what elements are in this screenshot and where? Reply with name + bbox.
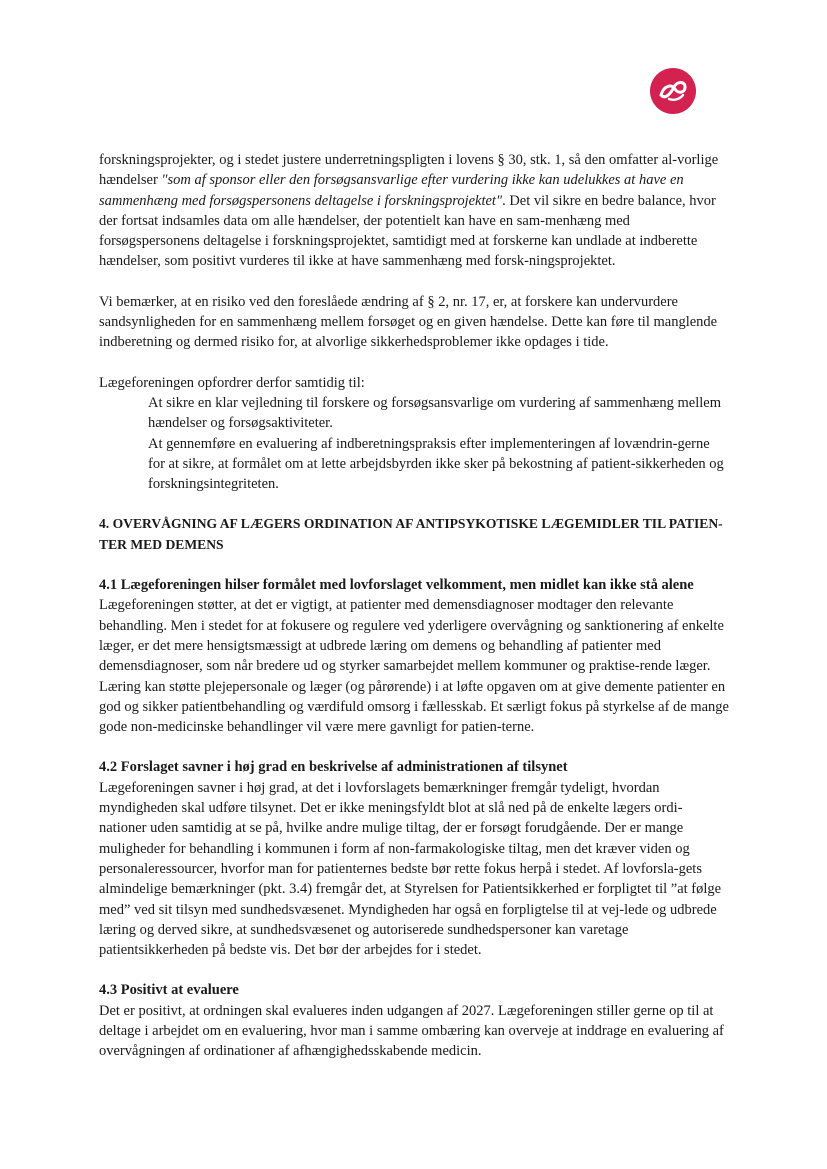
paragraph-text: . Det vil sikre en bedre balance, hvor der fortsat indsamles data om alle hændelser, der potentielt kan have en sam-menhæng med forsøgspersonens deltagelse i forskningsprojektet, samtidigt med at forskerne kan undlade at indberette hændelser, som positivt vurderes til ikke at have sammenhæng med forsk-ningsprojektet. xyxy=(99,192,716,270)
document-body xyxy=(99,150,729,1062)
subsection-body: Lægeforeningen savner i høj grad, at det i lovforslagets bemærkninger fremgår tydeligt, hvordan myndigheden skal udføre tilsynet. Det er ikke meningsfyldt blot at slå ned på de enkelte lægers ordi-nationer uden samtidig at se på, hvilke andre mulige tiltag, der er forsøgt forudgående. Der er mange muligheder for behandling i kommunen i form af non-farmakologiske tiltag, men det kræver viden og personaleressourcer, hvorfor man for patienternes bedste bør rette fokus herpå i stedet. Af lovforsla-gets almindelige bemærkninger (pkt. 3.4) fremgår det, at Styrelsen for Patientsikkerhed er forpligtet til ”at følge med” ved sit tilsyn med sundhedsvæsenet. Myndigheden har også en forpligtelse til at vej-lede og udbrede læring og derved sikre, at sundhedsvæsenet og autoriserede sundhedspersoner kan varetage patientsikkerheden på bedste vis. Det bør der arbejdes for i stedet. xyxy=(99,779,722,959)
subsection-heading: 4.2 Forslaget savner i høj grad en beskrivelse af administrationen af tilsynet xyxy=(99,759,568,776)
section-heading: 4. OVERVÅGNING AF LÆGERS ORDINATION AF ANTIPSYKOTISKE LÆGEMIDLER TIL PATIEN-TER MED DEMENS xyxy=(99,516,723,552)
quoted-text: "som af sponsor eller den forsøgsansvarlige efter vurdering ikke kan udelukkes at have en sammenhæng med forsøgspersonens deltagelse i forskningsprojektet" xyxy=(99,172,684,209)
subsection-body: Lægeforeningen støtter, at det er vigtigt, at patienter med demensdiagnoser modtager den relevante behandling. Men i stedet for at fokusere og regulere ved yderligere overvågning og sanktionering af enkelte læger, er det mere hensigtsmæssigt at udbrede læring om demens og behandling af patienter med demensdiagnoser, som når bredere ud og styrker samarbejdet mellem kommuner og praktise-rende læger. Læring kan støtte plejepersonale og læger (og pårørende) i at løfte opgaven om at give demente patienter en god og sikker patientbehandling og værdifuld omsorg i fællesskab. Et særligt fokus på styrkelse af de mange gode non-medicinske behandlinger vil være mere gavnligt for patien-terne. xyxy=(99,597,729,736)
subsection-body: Det er positivt, at ordningen skal evalueres inden udgangen af 2027. Lægeforeningen stiller gerne op til at deltage i arbejdet om en evaluering, hvor man i samme ombæring kan overveje at inddrage en evaluering af overvågningen af ordinationer af afhængighedsskabende medicin. xyxy=(99,1002,724,1060)
recommendation-item: At gennemføre en evaluering af indberetningspraksis efter implementeringen af lovændrin-gerne for at sikre, at formålet om at lette arbejdsbyrden ikke sker på bekostning af patient-sikkerheden og forskningsintegriteten. xyxy=(148,435,724,493)
paragraph-text: forskningsprojekter, og i stedet justere underretningspligten i lovens § 30, stk. 1, så den omfatter al-vorlige hændelser xyxy=(99,152,719,189)
subsection-heading: 4.3 Positivt at evaluere xyxy=(99,982,239,999)
subsection-heading: 4.1 Lægeforeningen hilser formålet med lovforslaget velkomment, men midlet kan ikke stå alene xyxy=(99,577,694,594)
laegeforeningen-logo-icon xyxy=(650,68,696,114)
paragraph-risk-note: Vi bemærker, at en risiko ved den foreslåede ændring af § 2, nr. 17, er, at forskere kan undervurdere sandsynligheden for en sammenhæng mellem forsøget og en given hændelse. Dette kan føre til manglende indberetning og dermed risiko for, at alvorlige sikkerhedsproblemer ikke opdages i tide. xyxy=(99,293,718,351)
paragraph-reporting-obligation xyxy=(99,150,729,272)
recommendation-item: At sikre en klar vejledning til forskere og forsøgsansvarlige om vurdering af sammenhæng mellem hændelser og forsøgsaktiviteter. xyxy=(148,394,722,432)
paragraph-recommendation-intro: Lægeforeningen opfordrer derfor samtidig til: xyxy=(99,374,365,391)
